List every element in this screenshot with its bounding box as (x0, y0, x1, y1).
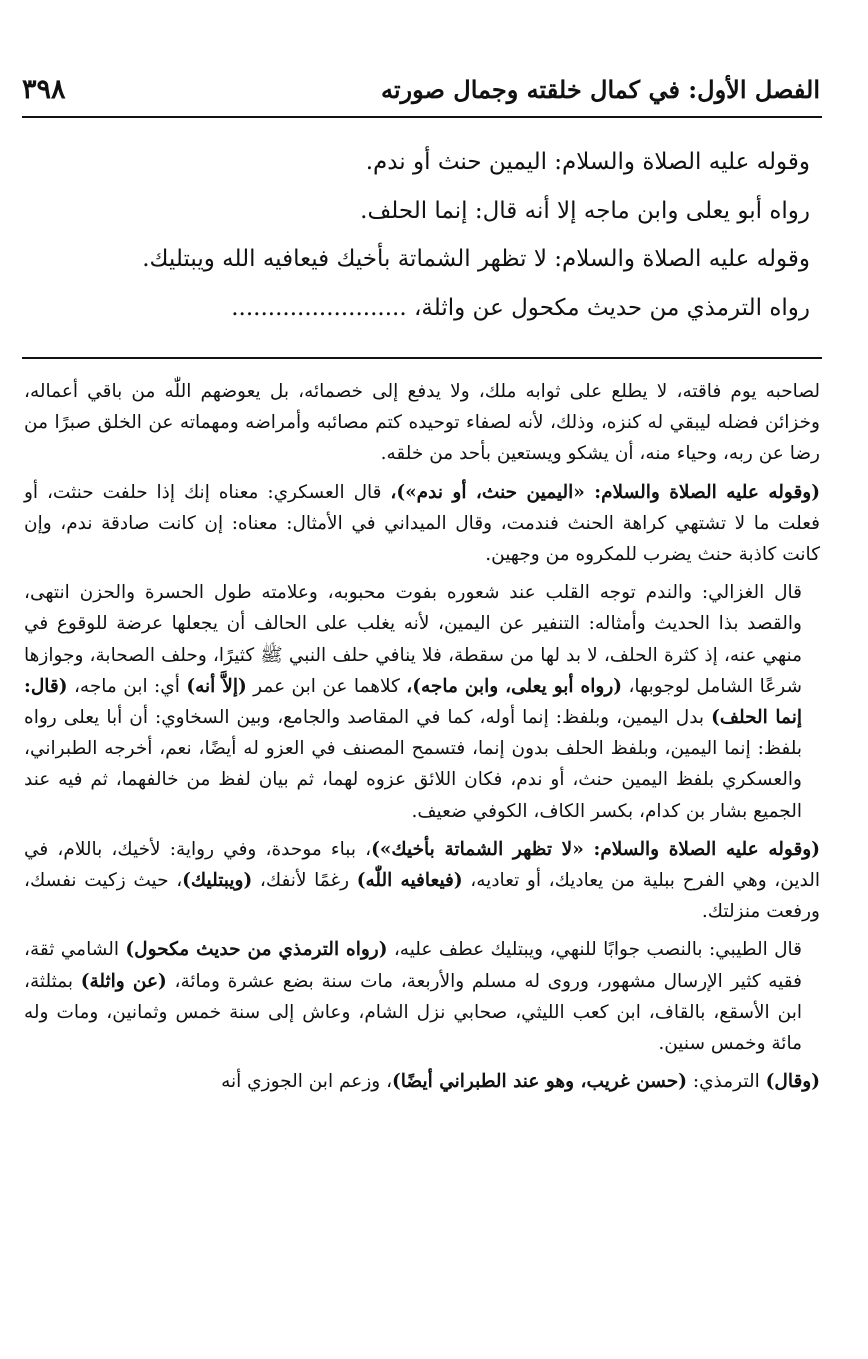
quoted-hadith: (وقوله عليه الصلاة والسلام: «لا تظهر الشماتة بأخيك») (371, 838, 820, 860)
header-divider (22, 116, 822, 118)
matn-line: وقوله عليه الصلاة والسلام: لا تظهر الشماتة بأخيك فيعافيه الله ويبتليك. (142, 246, 810, 272)
running-header (22, 66, 820, 112)
paragraph-text: أي: ابن ماجه، (67, 675, 187, 697)
quoted-text: (وقال) (765, 1071, 820, 1093)
paragraph-text: ، وزعم ابن الجوزي أنه (221, 1071, 393, 1093)
quoted-text: (قال: إنما الحلف) (24, 675, 803, 729)
paragraph-text: بمثلثة، ابن الأسقع، بالقاف، ابن كعب الليثي، صحابي نزل الشام، وعاش إلى سنة خمس وثمانين، ومات وله مائة وخمس سنين. (24, 970, 802, 1055)
quoted-hadith: (وقوله عليه الصلاة والسلام: «اليمين حنث، أو ندم»)، (390, 481, 820, 503)
quoted-text: (فيعافيه اللّٰه) (356, 870, 463, 892)
paragraph-text: بدل اليمين، وبلفظ: إنما أوله، كما في المقاصد والجامع، وبين السخاوي: أن أبا يعلى رواه بلفظ: إنما اليمين، وبلفظ الحلف بدون إنما، فتسمح المصنف في العزو له أيضًا، نعم، أخرجه الطبراني، والعسكري بلفظ اليمين حنث، أو ندم، فكان اللائق عزوه لهما، ثم بيان لفظ من خالفهما، ثم فيه عند الجميع بشار بن كدام، بكسر الكاف، الكوفي ضعيف. (24, 707, 802, 822)
paragraph-text: كلاهما عن ابن عمر (246, 675, 407, 697)
matn-line: رواه الترمذي من حديث مكحول عن واثلة، ........................ (231, 294, 810, 321)
commentary-paragraph (24, 834, 820, 928)
commentary-paragraph (24, 477, 820, 571)
commentary-paragraph (24, 934, 820, 1059)
quoted-text: (رواه أبو يعلى، وابن ماجه)، (406, 675, 623, 697)
commentary-paragraph (24, 1066, 820, 1097)
paragraph-text: ، حيث زكيت نفسك، ورفعت منزلتك. (24, 870, 820, 923)
commentary-text (24, 376, 820, 1104)
main-text (26, 138, 810, 332)
commentary-paragraph (24, 376, 820, 470)
paragraph-text: الشامي ثقة، فقيه كثير الإرسال مشهور، وروى له مسلم والأربعة، مات سنة بضع عشرة ومائة، (24, 939, 803, 992)
quoted-text: (إلاَّ أنه) (186, 675, 247, 697)
quoted-text: (ويبتليك) (182, 870, 253, 892)
paragraph-text: قال الغزالي: والندم توجه القلب عند شعوره بفوت محبوبه، وعلامته طول الحسرة والحزن انتهى، والقصد بذا الحديث وأمثاله: التنفير عن اليمين، لأنه يغلب على الحالف أن يجعلها عرضة للوقوع في منهي عنه، إذ كثرة الحلف، لا بد لها من سقطة، فلا ينافي حلف النبي ﷺ كثيرًا، وحلف الصحابة، وجوازها شرعًا الشامل لوجوبها، (24, 582, 802, 697)
matn-line: رواه أبو يعلى وابن ماجه إلا أنه قال: إنما الحلف. (360, 197, 810, 224)
paragraph-text: قال الطيبي: بالنصب جوابًا للنهي، ويبتليك عطف عليه، (387, 939, 803, 961)
page-number: ٣٩٨ (22, 73, 66, 105)
section-divider (22, 357, 822, 359)
paragraph-text: رغمًا لأنفك، (252, 870, 357, 892)
paragraph-text: الترمذي: (686, 1071, 766, 1093)
paragraph-text: ، بباء موحدة، وفي رواية: لأخيك، باللام، في الدين، وهي الفرح ببلية من يعاديك، أو تعاديه، (24, 838, 820, 892)
paragraph-text: لصاحبه يوم فاقته، لا يطلع على ثوابه ملك، ولا يدفع إلى خصمائه، بل يعوضهم اللّٰه من باقي أعماله، وخزائن فضله ليبقي له كنزه، وذلك، لأنه لصفاء توحيده كتم مصائبه وأمراضه ومهماته عن الخلق صبرًا من رضا عن ربه، وحياء منه، أن يشكو ويستعين بأحد من خلقه. (24, 381, 820, 465)
quoted-text: (رواه الترمذي من حديث مكحول) (125, 939, 388, 961)
paragraph-text: قال العسكري: معناه إنك إذا حلفت حنثت، أو فعلت ما لا تشتهي كراهة الحنث فندمت، وقال الميداني في الأمثال: معناه: إن كانت صادقة ندم، وإن كانت كاذبة حنث يضرب للمكروه من وجهين. (24, 481, 820, 566)
quoted-text: (حسن غريب، وهو عند الطبراني أيضًا) (392, 1071, 687, 1093)
quoted-text: (عن واثلة) (80, 970, 167, 992)
chapter-title: الفصل الأول: في كمال خلقته وجمال صورته (380, 74, 820, 104)
commentary-paragraph (24, 577, 820, 827)
matn-line: وقوله عليه الصلاة والسلام: اليمين حنث أو ندم. (365, 149, 810, 175)
